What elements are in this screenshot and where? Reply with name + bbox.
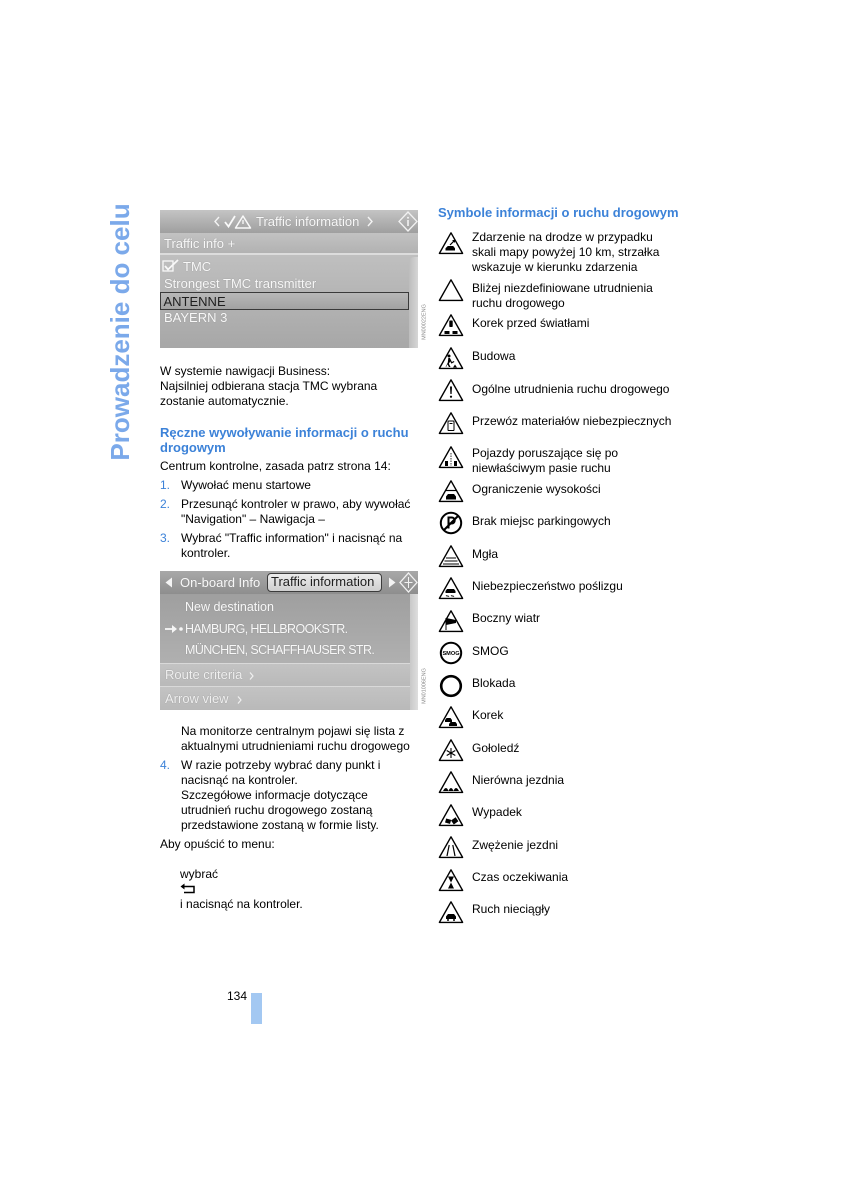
symbol-item [438,414,738,444]
exit-text-before: wybrać [180,866,219,881]
exit-text-after: i nacisnąć na kontroler. [180,896,303,911]
wrong-way-icon [438,445,464,469]
step-number: 3. [160,530,171,545]
step-text: Wywołać menu startowe [181,477,311,492]
arrow-right-icon [388,577,396,588]
chevron-left-icon [214,216,220,227]
symbol-item [438,773,738,803]
controller-diamond-icon [399,572,418,593]
symbol-item [438,902,738,932]
strongest-transmitter-label: Strongest TMC transmitter [164,275,317,291]
tmc-label: TMC [183,258,212,274]
check-warning-icon [224,214,252,229]
symbol-description: Pojazdy poruszające się po niewłaściwym pasie ruchu [472,445,619,475]
route-criteria-row [160,663,410,686]
roadworks-icon [438,346,464,370]
screen-header [160,571,418,594]
exit-instructions [160,837,303,927]
traffic-info-row [160,233,418,255]
scrollbar [410,594,418,710]
list-item: MÜNCHEN, SCHAFFHAUSER STR. [185,642,375,657]
symbol-item [438,838,738,868]
symbol-item [438,708,738,738]
symbol-item [438,514,738,544]
checkbox-checked-icon [162,259,180,273]
symbol-description: Budowa [472,348,516,363]
symbol-description: Przewóz materiałów niebezpiecznych [472,413,672,428]
symbol-description: Niebezpieczeństwo poślizgu [472,578,623,593]
selected-station-label: ANTENNE [163,293,226,309]
symbol-item [438,281,738,311]
destination-list [160,594,410,663]
arrow-bullet-icon [164,623,184,635]
list-item: HAMBURG, HELLBROOKSTR. [185,621,348,636]
tab-label: Traffic information [271,574,375,589]
screen-title: Traffic information [256,214,360,229]
stop-and-go-icon [438,900,464,924]
chevron-right-icon [249,672,254,680]
symbol-item [438,870,738,900]
symbol-item [438,805,738,835]
option-label: Arrow view [165,690,229,706]
symbol-description: Ruch nieciągły [472,901,551,916]
symbol-item [438,547,738,577]
step-number: 2. [160,496,171,511]
symbol-description: Blokada [472,675,516,690]
dangerous-goods-icon [438,411,464,435]
slippery-icon [438,576,464,600]
narrowing-icon [438,835,464,859]
no-parking-icon [438,511,464,535]
step-text: W razie potrzeby wybrać dany punkt i nacisnąć na kontroler. Szczegółowe informacje dotyczące utrudnień ruchu drogowego zostaną przedstawione zostaną w formie listy. [181,757,381,832]
chapter-side-title: Prowadzenie do celu [105,203,135,461]
symbol-description: Wypadek [472,804,522,819]
scrollbar [409,257,418,348]
symbol-description: Zwężenie jezdni [472,837,559,852]
exit-line: Aby opuścić to menu: [160,836,275,851]
page-number: 134 [227,989,248,1003]
blockade-icon [438,674,464,698]
hazard-icon [438,378,464,402]
symbol-description: Boczny wiatr [472,610,541,625]
info-diamond-icon [398,211,418,232]
step-text: Przesunąć kontroler w prawo, aby wywołać "Navigation" – Nawigacja – [181,496,411,526]
symbol-description: SMOG [472,643,509,658]
symbol-item [438,579,738,609]
event-arrow-icon [438,231,464,255]
symbol-description: Korek przed światłami [472,315,590,330]
ice-icon [438,738,464,762]
height-limit-icon [438,479,464,503]
step-number: 4. [160,757,171,772]
tab-onboard-info: On-board Info [180,575,261,590]
selected-station-row [160,292,409,310]
uneven-road-icon [438,770,464,794]
screen-header [160,210,418,233]
symbol-description: Zdarzenie na drodze w przypadku skali mapy powyżej 10 km, strzałka wskazuje w kierunku zdarzenia [472,229,660,274]
symbol-item [438,611,738,641]
step-text: Wybrać "Traffic information" i nacisnąć na kontroler. [181,530,403,560]
traffic-lights-queue-icon [438,313,464,337]
obstruction-icon [438,278,464,302]
fog-icon [438,544,464,568]
accident-icon [438,803,464,827]
crosswind-icon [438,609,464,633]
symbol-description: Czas oczekiwania [472,869,569,884]
symbol-item [438,349,738,379]
symbol-item [438,741,738,771]
symbol-description: Ograniczenie wysokości [472,481,601,496]
arrow-view-row [160,686,410,710]
tab-traffic-information [267,573,382,592]
smog-icon [438,641,464,665]
step-number: 1. [160,477,171,492]
symbol-item [438,316,738,346]
back-arrow-icon [180,883,197,895]
symbol-description: Bliżej niezdefiniowane utrudnienia ruchu drogowego [472,280,653,310]
station-label: BAYERN 3 [164,309,228,325]
symbol-item [438,676,738,706]
symbol-description: Gołoledź [472,740,520,755]
list-item: New destination [185,599,274,614]
result-paragraph: Na monitorze centralnym pojawi się lista z aktualnymi utrudnieniami ruchu drogowego [181,723,410,753]
symbols-heading: Symbole informacji o ruchu drogowym [438,204,679,220]
intro-paragraph: W systemie nawigacji Business: Najsilniej odbierana stacja TMC wybrana zostanie automatycznie. [160,363,378,408]
image-code: MN01006ENG [421,668,428,704]
traffic-info-label: Traffic info + [164,236,236,251]
arrow-left-icon [165,577,173,588]
symbol-description: Mgła [472,546,499,561]
symbol-item [438,229,738,274]
image-code: MN00022ENG [421,304,428,340]
section-intro: Centrum kontrolne, zasada patrz strona 14: [160,458,391,473]
chevron-right-icon [237,696,242,704]
symbol-item [438,644,738,674]
symbol-description: Ogólne utrudnienia ruchu drogowego [472,381,670,396]
symbol-item [438,446,738,476]
symbol-description: Korek [472,707,504,722]
symbol-description: Brak miejsc parkingowych [472,513,611,528]
waiting-time-icon [438,868,464,892]
smog-sign-label: SMOG [442,651,460,657]
symbol-item [438,482,738,512]
symbol-item [438,382,738,412]
traffic-info-screenshot [160,210,418,348]
section-heading: Ręczne wywoływanie informacji o ruchu drogowym [160,424,409,455]
exit-line [160,852,303,927]
chevron-right-icon [367,216,373,227]
option-label: Route criteria [165,667,243,682]
navigation-menu-screenshot [160,571,418,710]
page-marker-bar [251,993,262,1024]
queue-icon [438,705,464,729]
symbol-description: Nierówna jezdnia [472,772,565,787]
